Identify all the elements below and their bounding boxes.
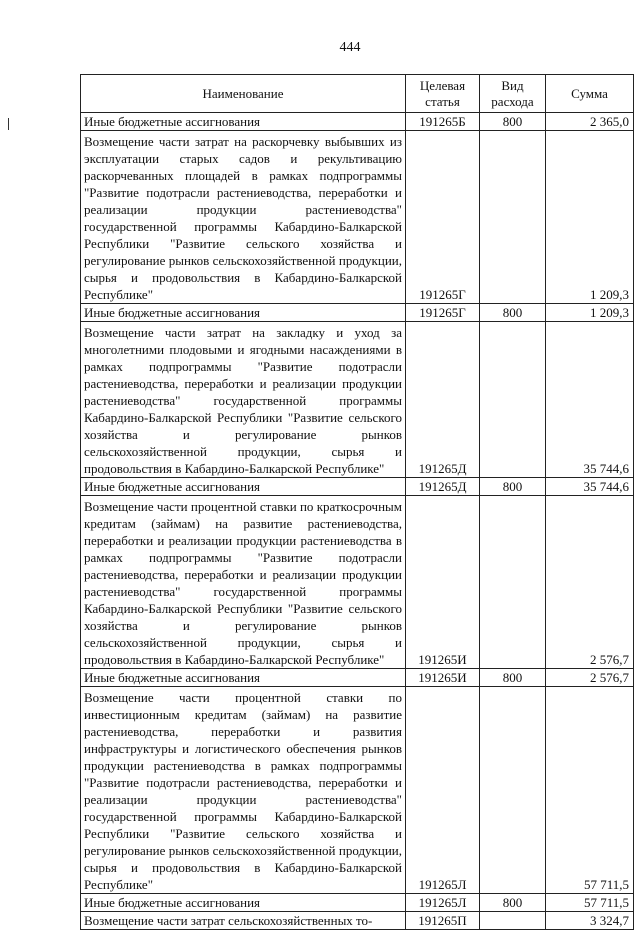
row-type <box>480 496 546 669</box>
row-name: Возмещение части процентной ставки по краткосрочным кредитам (займам) на развитие растениеводства, переработки и реализации продукции растениеводства в рамках подпрограммы "Развитие подотрасли растениеводства, переработки и реализации продукции растениеводства" государственной программы Кабардино-Балкарской Республики "Развитие сельского хозяйства и регулирование рынков сельскохозяйственной продукции, сырья и продовольствия в Кабардино-Балкарской Республике" <box>81 496 406 669</box>
table-row <box>81 478 634 496</box>
table-row <box>81 113 634 131</box>
row-name: Возмещение части затрат сельскохозяйственных то- <box>81 912 406 930</box>
table-row <box>81 496 634 669</box>
row-type: 800 <box>480 478 546 496</box>
row-code: 191265Г <box>406 304 480 322</box>
row-name: Иные бюджетные ассигнования <box>81 478 406 496</box>
row-sum: 35 744,6 <box>546 322 634 478</box>
row-code: 191265И <box>406 496 480 669</box>
row-type: 800 <box>480 304 546 322</box>
row-name: Иные бюджетные ассигнования <box>81 113 406 131</box>
row-code: 191265Г <box>406 131 480 304</box>
page-number: 444 <box>339 40 361 55</box>
row-type <box>480 322 546 478</box>
row-sum: 3 324,7 <box>546 912 634 930</box>
row-code: 191265Д <box>406 478 480 496</box>
row-name: Возмещение части затрат на закладку и уход за многолетними плодовыми и ягодными насаждениями в рамках подпрограммы "Развитие подотрасли растениеводства, переработки и реализации продукции растениеводства" государственной программы Кабардино-Балкарской Республики "Развитие сельского хозяйства и регулирование рынков сельскохозяйственной продукции, сырья и продовольствия в Кабардино-Балкарской Республике" <box>81 322 406 478</box>
table-row <box>81 322 634 478</box>
row-code: 191265И <box>406 669 480 687</box>
row-code: 191265Д <box>406 322 480 478</box>
table-row <box>81 304 634 322</box>
row-name: Возмещение части процентной ставки по инвестиционным кредитам (займам) на развитие растениеводства, переработки и развития инфраструктуры и логистического обеспечения рынков продукции растениеводства в рамках подпрограммы "Развитие подотрасли растениеводства, переработки и реализации продукции растениеводства" государственной программы Кабардино-Балкарской Республики "Развитие сельского хозяйства и регулирование рынков сельскохозяйственной продукции, сырья и продовольствия в Кабардино-Балкарской Республике" <box>81 687 406 894</box>
table-row <box>81 669 634 687</box>
row-sum: 2 576,7 <box>546 496 634 669</box>
row-type <box>480 912 546 930</box>
row-sum: 2 576,7 <box>546 669 634 687</box>
header-sum: Сумма <box>546 75 634 113</box>
row-type <box>480 687 546 894</box>
row-name: Иные бюджетные ассигнования <box>81 669 406 687</box>
row-name: Возмещение части затрат на раскорчевку выбывших из эксплуатации старых садов и рекультивацию раскорчеванных площадей в рамках подпрограммы "Развитие подотрасли растениеводства, переработки и реализации продукции растениеводства" государственной программы Кабардино-Балкарской Республики "Развитие сельского хозяйства и регулирование рынков сельскохозяйственной продукции, сырья и продовольствия в Кабардино-Балкарской Республике" <box>81 131 406 304</box>
table-row <box>81 912 634 930</box>
row-sum: 1 209,3 <box>546 304 634 322</box>
row-code: 191265П <box>406 912 480 930</box>
row-code: 191265Б <box>406 113 480 131</box>
table-row <box>81 687 634 894</box>
row-name: Иные бюджетные ассигнования <box>81 894 406 912</box>
row-sum: 1 209,3 <box>546 131 634 304</box>
row-code: 191265Л <box>406 687 480 894</box>
header-code: Целевая статья <box>406 75 480 113</box>
row-sum: 2 365,0 <box>546 113 634 131</box>
row-sum: 57 711,5 <box>546 894 634 912</box>
table-row <box>81 894 634 912</box>
row-type: 800 <box>480 113 546 131</box>
header-name: Наименование <box>81 75 406 113</box>
row-name: Иные бюджетные ассигнования <box>81 304 406 322</box>
row-code: 191265Л <box>406 894 480 912</box>
table-row <box>81 131 634 304</box>
margin-mark <box>8 118 9 130</box>
table-header-row <box>81 75 634 113</box>
row-sum: 57 711,5 <box>546 687 634 894</box>
row-type: 800 <box>480 669 546 687</box>
budget-table <box>80 74 634 930</box>
header-type: Вид расхода <box>480 75 546 113</box>
row-sum: 35 744,6 <box>546 478 634 496</box>
row-type: 800 <box>480 894 546 912</box>
row-type <box>480 131 546 304</box>
